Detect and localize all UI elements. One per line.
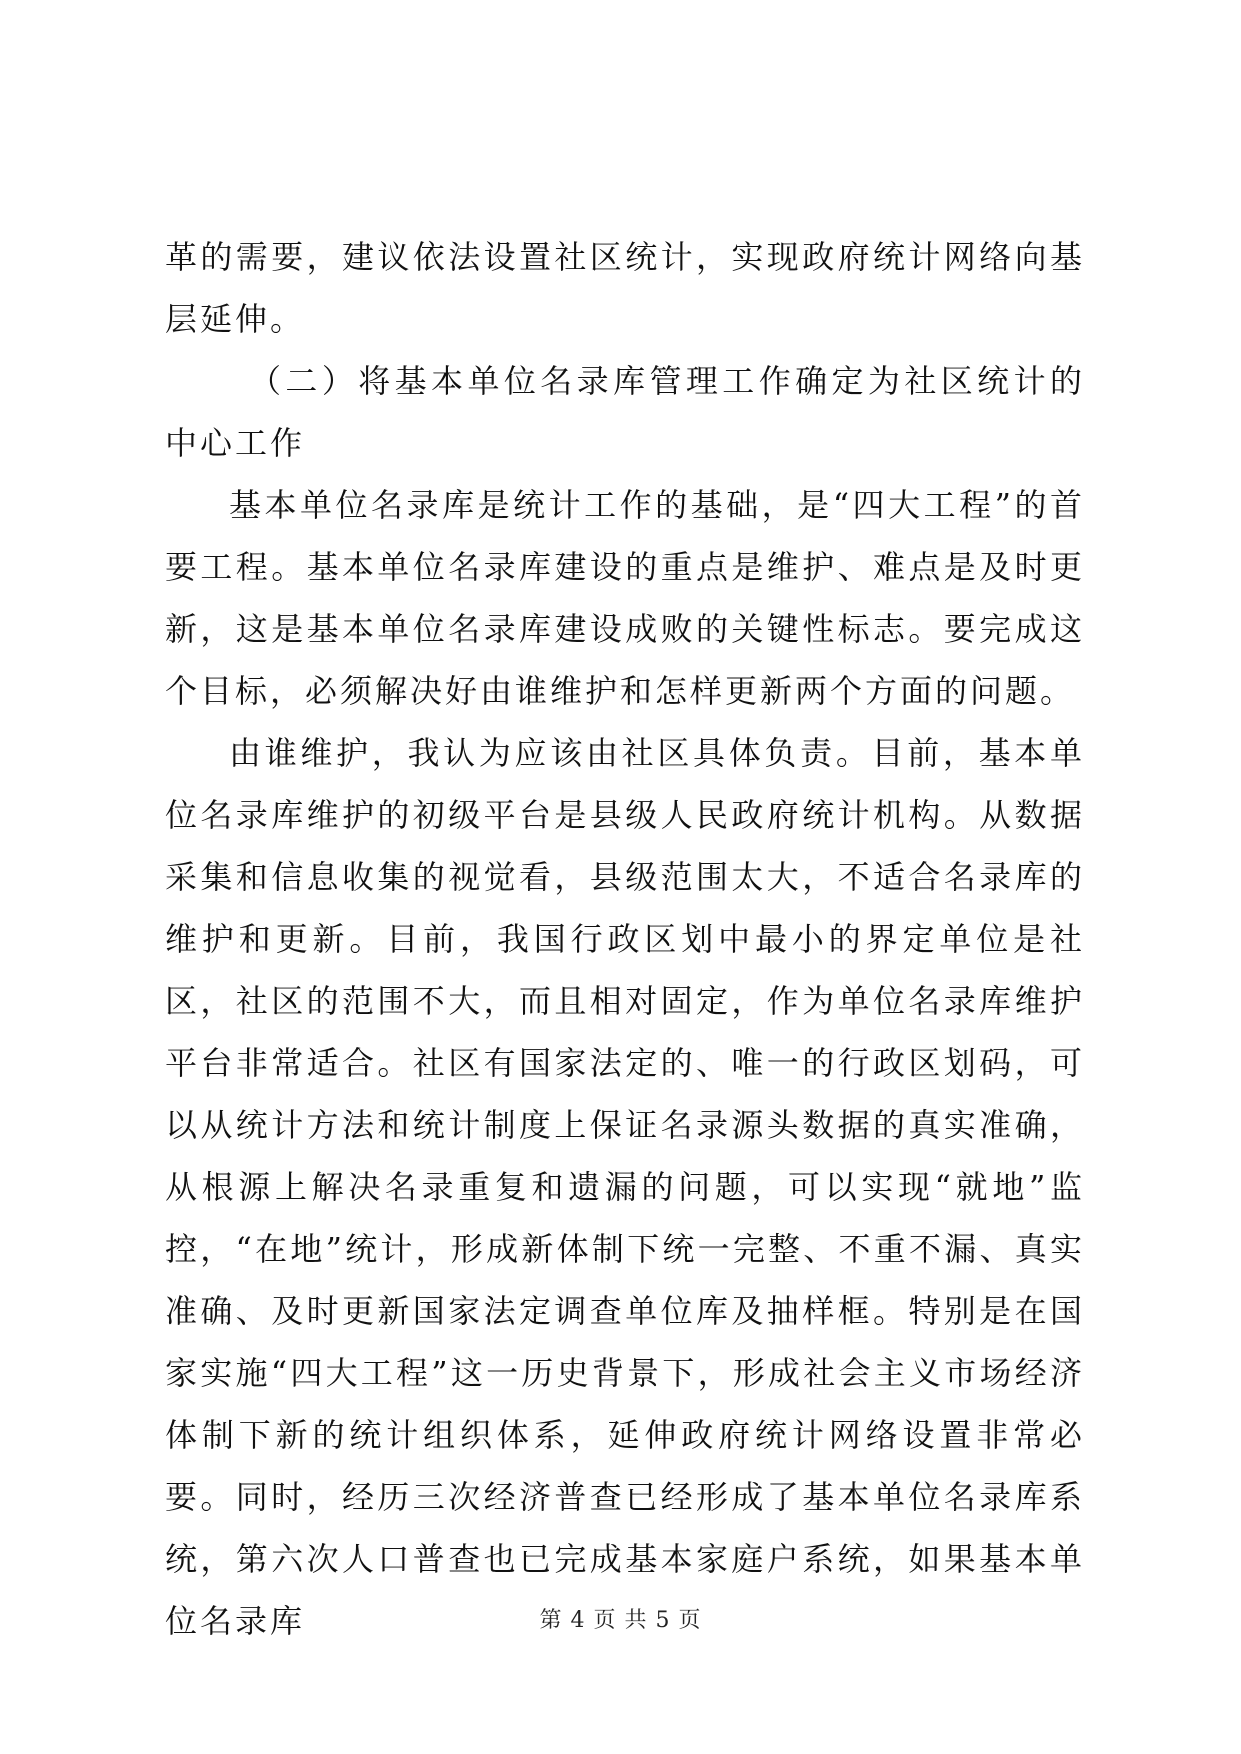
page-number: 第 4 页 共 5 页 bbox=[539, 1608, 702, 1633]
document-body bbox=[165, 226, 1085, 1652]
paragraph-continuation: 革的需要，建议依法设置社区统计，实现政府统计网络向基层延伸。 bbox=[165, 238, 1085, 338]
paragraph-directory-basis: 基本单位名录库是统计工作的基础，是“四大工程”的首要工程。基本单位名录库建设的重点是维护、难点是及时更新，这是基本单位名录库建设成败的关键性标志。要完成这个目标，必须解决好由谁维护和怎样更新两个方面的问题。 bbox=[165, 486, 1085, 710]
paragraph-maintenance: 由谁维护，我认为应该由社区具体负责。目前，基本单位名录库维护的初级平台是县级人民政府统计机构。从数据采集和信息收集的视觉看，县级范围太大，不适合名录库的维护和更新。目前，我国行政区划中最小的界定单位是社区，社区的范围不大，而且相对固定，作为单位名录库维护平台非常适合。社区有国家法定的、唯一的行政区划码，可以从统计方法和统计制度上保证名录源头数据的真实准确，从根源上解决名录重复和遗漏的问题，可以实现“就地”监控，“在地”统计，形成新体制下统一完整、不重不漏、真实准确、及时更新国家法定调查单位库及抽样框。特别是在国家实施“四大工程”这一历史背景下，形成社会主义市场经济体制下新的统计组织体系，延伸政府统计网络设置非常必要。同时，经历三次经济普查已经形成了基本单位名录库系统，第六次人口普查也已完成基本家庭户系统，如果基本单位名录库 bbox=[165, 734, 1085, 1640]
section-heading: （二）将基本单位名录库管理工作确定为社区统计的中心工作 bbox=[165, 362, 1085, 462]
